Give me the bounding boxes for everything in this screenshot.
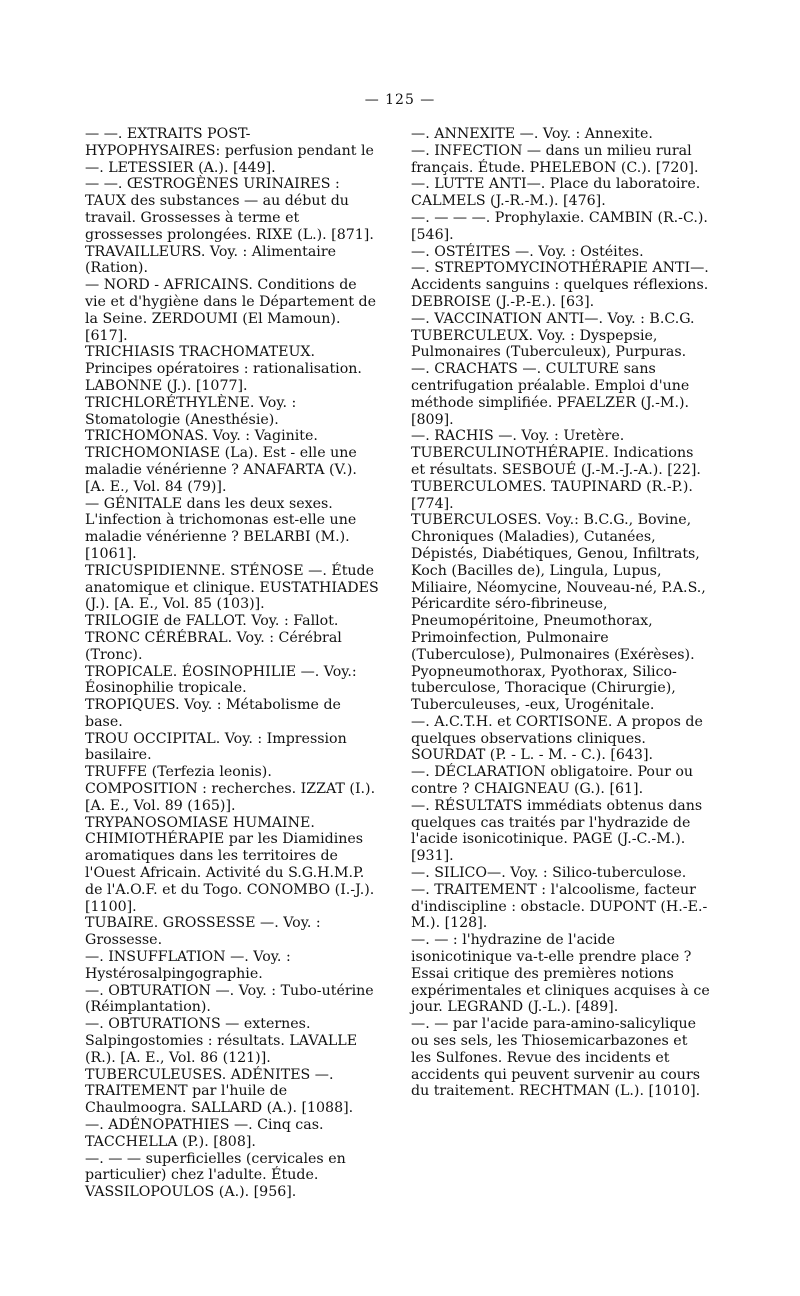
index-entry: TROPIQUES. Voy. : Métabolisme de base. (85, 697, 341, 730)
index-entry: —. ADÉNOPATHIES —. Cinq cas. TACCHELLA (P.). [808]. (85, 1117, 324, 1150)
index-entry: —. TRAITEMENT : l'alcoolisme, facteur d'indiscipline : obstacle. DUPONT (H.-E.-M.). [128]. (411, 881, 708, 932)
index-entry: —. OBTURATIONS — externes. Salpingostomies : résultats. LAVALLE (R.). [A. E., Vol. 86 (121)]. (85, 1016, 358, 1066)
index-entry: TRICHLORÉTHYLÈNE. Voy. : Stomatologie (Anesthésie). (85, 394, 297, 428)
page-number: — 125 — (364, 92, 436, 108)
index-entry: TROU OCCIPITAL. Voy. : Impression basilaire. (85, 730, 347, 764)
index-entry: —. OBTURATION —. Voy. : Tubo-utérine (Réimplantation). (85, 982, 374, 1016)
index-entry: — —. EXTRAITS POST-HYPOPHYSAIRES: perfusion pendant le —. LETESSIER (A.). [449]. (85, 126, 374, 176)
index-entry: TRYPANOSOMIASE HUMAINE. CHIMIOTHÉRAPIE par les Diamidines aromatiques dans les territoires de l'Ouest Africain. Activité du S.G.H.M.P. de l'A.O.F. et du Togo. CONOMBO (I.-J.). [1100]. (85, 814, 375, 915)
index-entry: —. — : l'hydrazine de l'acide isonicotinique va-t-elle prendre place ? Essai critique des premières notions expérimentales et cliniques acquises à ce jour. LEGRAND (J.-L.). [489]. (411, 932, 710, 1016)
index-entry: — —. ŒSTROGÈNES URINAIRES : TAUX des substances — au début du travail. Grossesses à terme et grossesses prolongées. RIXE (L.). [871]. (85, 176, 374, 243)
index-entry: TRONC CÉRÉBRAL. Voy. : Cérébral (Tronc). (85, 629, 342, 663)
index-entry: TRICHOMONAS. Voy. : Vaginite. (85, 428, 318, 445)
index-entry: —. — par l'acide para-amino-salicylique ou ses sels, les Thiosemicarbazones et les Sulfones. Revue des incidents et accidents qui peuvent survenir au cours du traitement. RECHTMAN (L.). [1010]. (411, 1016, 701, 1100)
index-entry: TUBERCULEUX. Voy. : Dyspepsie, Pulmonaires (Tuberculeux), Purpuras. (411, 327, 687, 361)
index-entry: —. VACCINATION ANTI—. Voy. : B.C.G. (411, 310, 695, 327)
index-entry: TUBERCULINOTHÉRAPIE. Indications et résultats. SESBOUÉ (J.-M.-J.-A.). [22]. (411, 445, 701, 478)
index-entry: — GÉNITALE dans les deux sexes. L'infection à trichomonas est-elle une maladie vénérienne ? BELARBI (M.). [1061]. (85, 495, 357, 562)
index-entry: TRILOGIE de FALLOT. Voy. : Fallot. (85, 613, 339, 630)
index-entry: TRAVAILLEURS. Voy. : Alimentaire (Ration). (85, 243, 336, 277)
index-entry: —. RÉSULTATS immédiats obtenus dans quelques cas traités par l'hydrazide de l'acide isonicotinique. PAGE (J.-C.-M.). [931]. (411, 797, 703, 865)
index-entry: TROPICALE. ÉOSINOPHILIE —. Voy.: Éosinophilie tropicale. (85, 663, 357, 697)
index-entry: TUBERCULOSES. Voy.: B.C.G., Bovine, Chroniques (Maladies), Cutanées, Dépistés, Diabétiques, Genou, Infiltrats, Koch (Bacilles de), Lingula, Lupus, Miliaire, Néomycine, Nouveau-né, P.A.S., Péricardite séro-fibrineuse, Pneumopéritoine, Pneumothorax, Primoinfection, Pulmonaire (Tuberculose), Pulmonaires (Exérèses). Pyopneumothorax, Pyothorax, Silico-tuberculose, Thoracique (Chirurgie), Tuberculeuses, -eux, Urogénitale. (411, 512, 706, 714)
index-entry: —. INSUFFLATION —. Voy. : Hystérosalpingographie. (85, 949, 291, 982)
index-entry: TRUFFE (Terfezia leonis). COMPOSITION : recherches. IZZAT (I.). [A. E., Vol. 89 (165)]. (85, 764, 376, 814)
index-column-left (85, 126, 380, 1201)
index-entry: —. ANNEXITE —. Voy. : Annexite. (411, 126, 653, 142)
index-entry: TUBERCULOMES. TAUPINARD (R.-P.). [774]. (411, 478, 693, 512)
index-entry: TRICHOMONIASE (La). Est - elle une maladie vénérienne ? ANAFARTA (V.). [A. E., Vol. 84 (79)]. (85, 445, 357, 495)
index-entry: —. SILICO—. Voy. : Silico-tuberculose. (411, 865, 687, 882)
index-entry: —. — — —. Prophylaxie. CAMBIN (R.-C.). [546]. (411, 209, 708, 243)
index-entry: TUBERCULEUSES. ADÉNITES —. TRAITEMENT par l'huile de Chaulmoogra. SALLARD (A.). [1088]. (85, 1066, 354, 1117)
index-entry: —. LUTTE ANTI—. Place du laboratoire. CALMELS (J.-R.-M.). [476]. (411, 176, 701, 210)
index-entry: —. CRACHATS —. CULTURE sans centrifugation préalable. Emploi d'une méthode simplifiée. PFAELZER (J.-M.). [809]. (411, 361, 690, 428)
index-column-right (411, 126, 711, 1100)
index-entry: —. OSTÉITES —. Voy. : Ostéites. (411, 243, 644, 260)
index-entry: —. STREPTOMYCINOTHÉRAPIE ANTI—. Accidents sanguins : quelques réflexions. DEBROISE (J.-P.-E.). [63]. (411, 260, 709, 310)
index-entry: TUBAIRE. GROSSESSE —. Voy. : Grossesse. (85, 915, 321, 949)
index-entry: — NORD - AFRICAINS. Conditions de vie et d'hygiène dans le Département de la Seine. ZERDOUMI (El Mamoun). [617]. (85, 277, 377, 344)
index-entry: —. DÉCLARATION obligatoire. Pour ou contre ? CHAIGNEAU (G.). [61]. (411, 764, 694, 798)
index-entry: —. RACHIS —. Voy. : Uretère. (411, 428, 625, 445)
index-entry: —. INFECTION — dans un milieu rural français. Étude. PHELEBON (C.). [720]. (411, 142, 699, 176)
index-entry: TRICUSPIDIENNE. STÉNOSE —. Étude anatomique et clinique. EUSTATHIADES (J.). [A. E., Vol. 85 (103)]. (85, 562, 379, 613)
index-entry: —. — — superficielles (cervicales en particulier) chez l'adulte. Étude. VASSILOPOULOS (A.). [956]. (85, 1150, 346, 1201)
index-entry: —. A.C.T.H. et CORTISONE. A propos de quelques observations cliniques. SOURDAT (P. - L. - M. - C.). [643]. (411, 713, 703, 764)
index-entry: TRICHIASIS TRACHOMATEUX. Principes opératoires : rationalisation. LABONNE (J.). [1077]. (85, 344, 362, 394)
